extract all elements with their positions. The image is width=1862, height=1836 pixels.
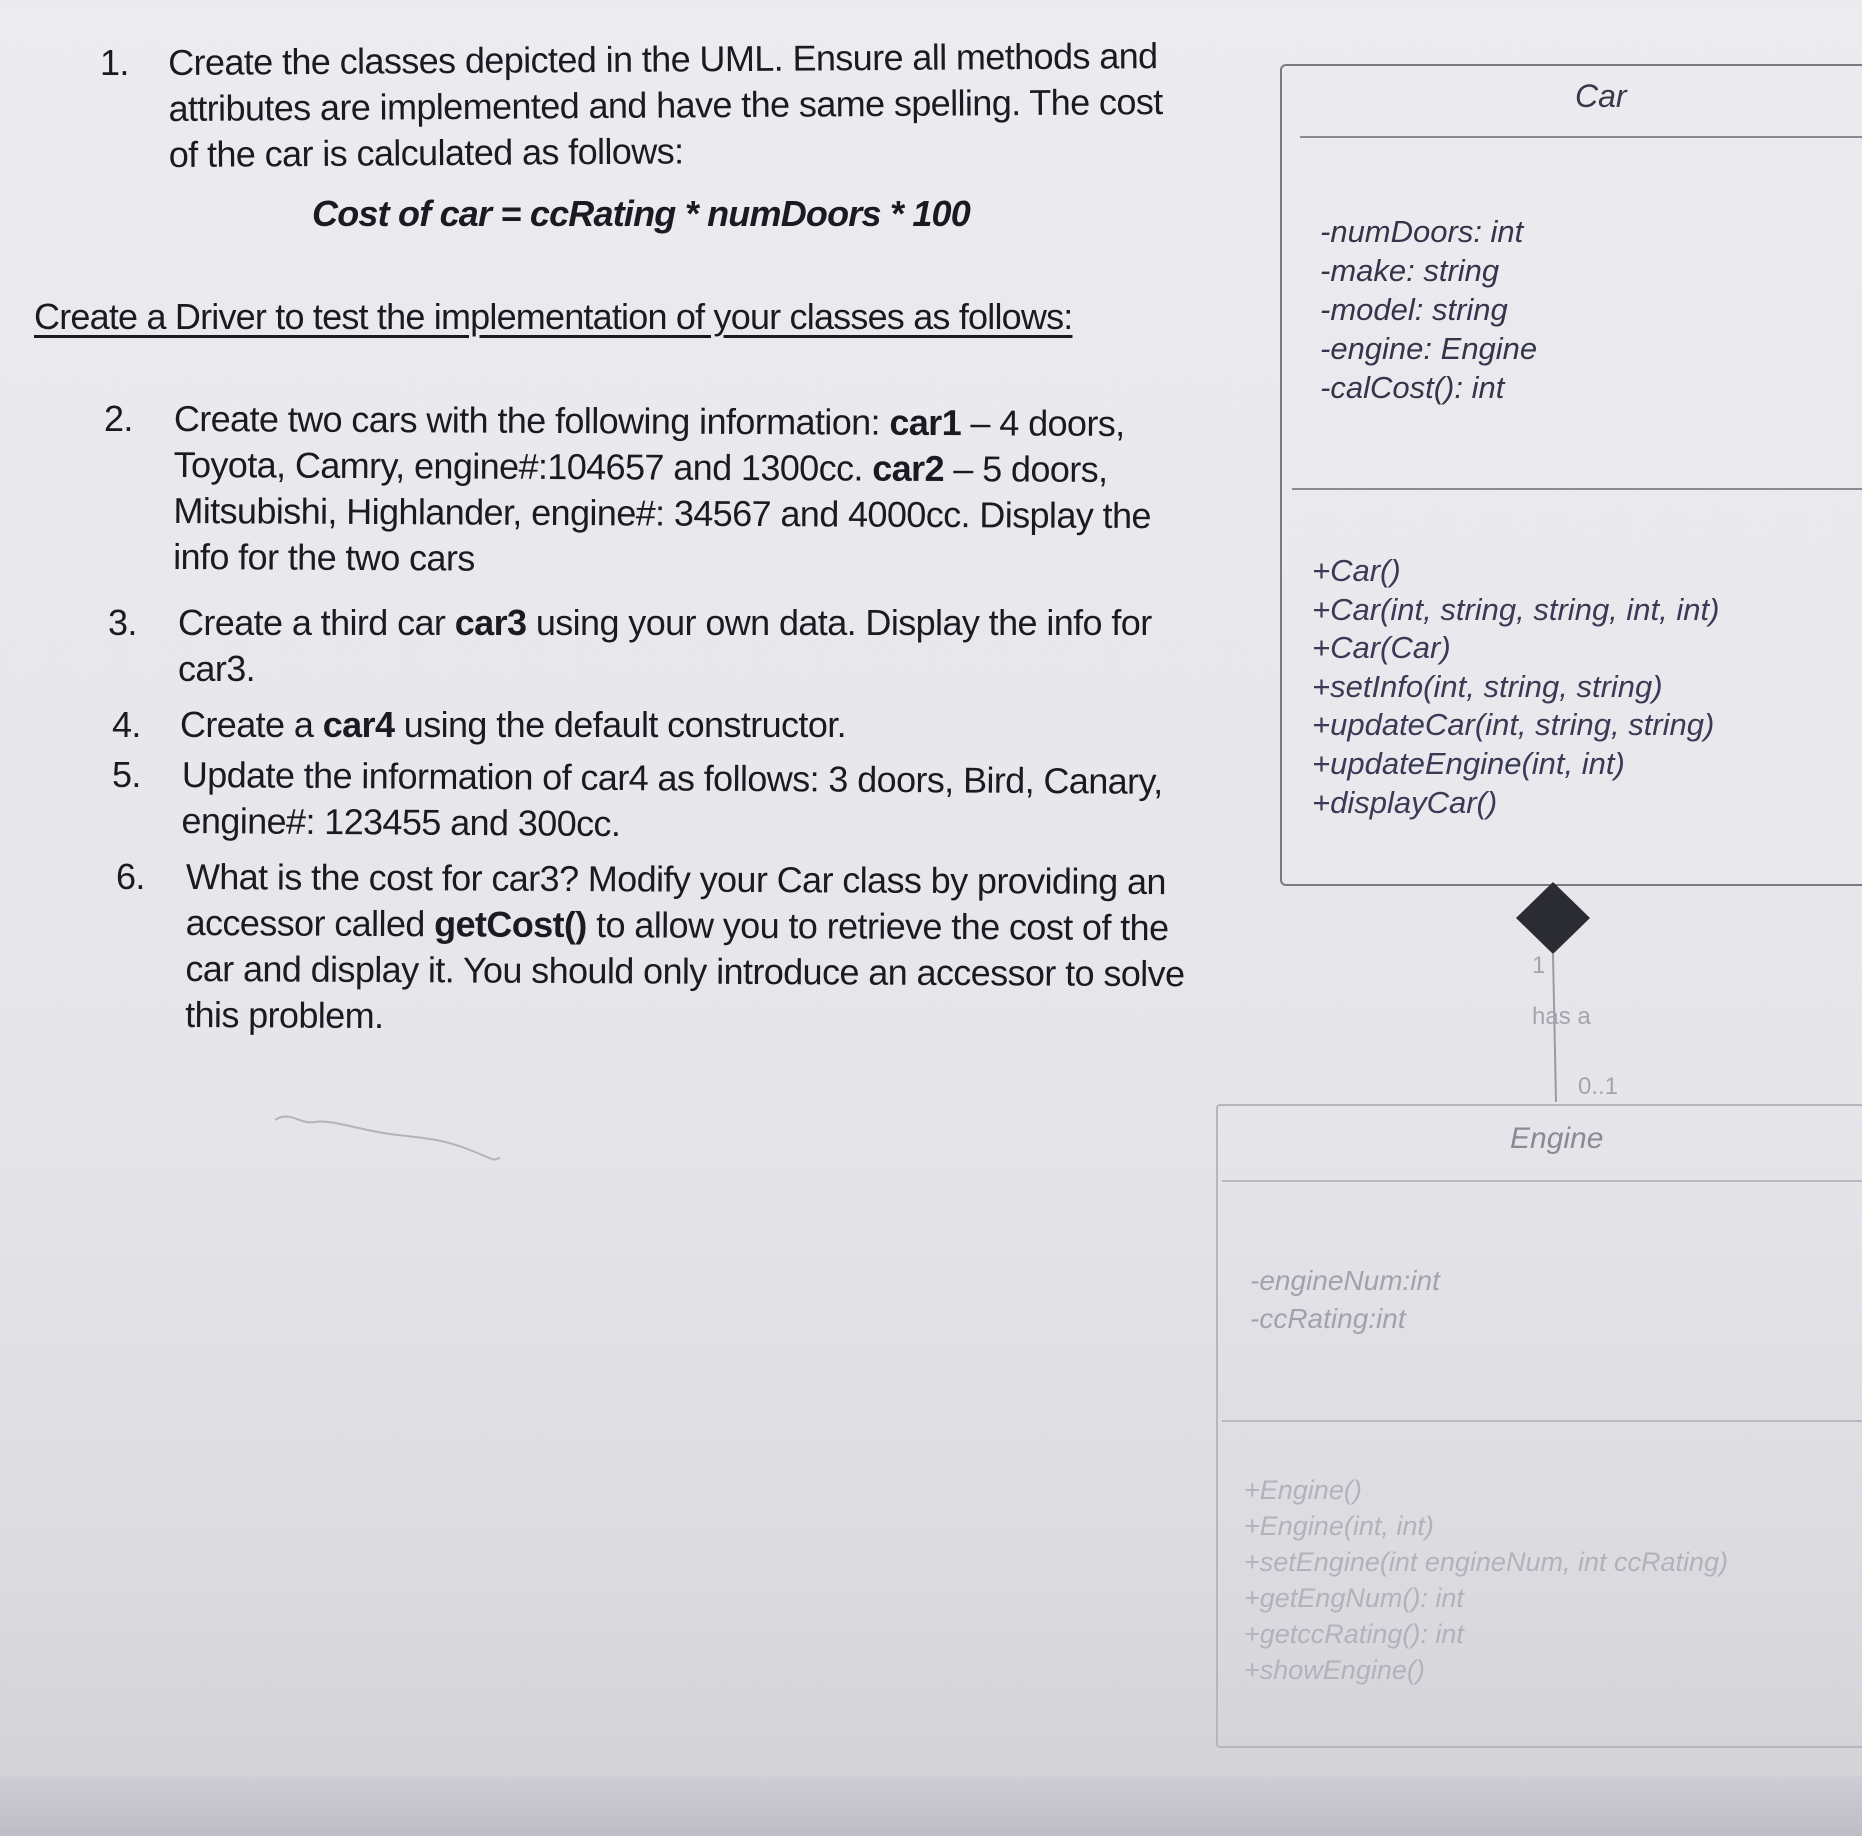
- item-number: 4.: [112, 704, 141, 745]
- engine-class-name: Engine: [1510, 1122, 1604, 1155]
- text-line: Toyota, Camry, engine#:104657 and 1300cc. car2 – 5 doors,: [173, 443, 1108, 490]
- engine-operation: +getccRating(): int: [1244, 1619, 1464, 1649]
- composition-diamond-icon: [1516, 882, 1590, 954]
- car-attribute: -calCost(): int: [1320, 370, 1505, 405]
- association-label: has a: [1532, 1003, 1591, 1030]
- text-line: this problem.: [185, 993, 384, 1037]
- engine-multiplicity: 0..1: [1578, 1073, 1619, 1100]
- engine-attr-divider: [1222, 1420, 1862, 1422]
- engine-operation: +setEngine(int engineNum, int ccRating): [1244, 1547, 1729, 1577]
- engine-operation: +Engine(int, int): [1244, 1511, 1434, 1541]
- car-multiplicity: 1: [1532, 952, 1546, 979]
- car-operation: +Car(int, string, string, int, int): [1312, 591, 1720, 627]
- text-line: engine#: 123455 and 300cc.: [181, 799, 621, 845]
- engine-operation: +getEngNum(): int: [1244, 1583, 1464, 1613]
- car-operation: +displayCar(): [1312, 784, 1498, 820]
- engine-attributes: [1250, 1262, 1440, 1338]
- engine-title-divider: [1222, 1180, 1862, 1182]
- car-attribute: -numDoors: int: [1320, 214, 1524, 249]
- text-line: Create two cars with the following information: car1 – 4 doors,: [173, 397, 1125, 444]
- driver-heading: Create a Driver to test the implementation of your classes as follows:: [34, 296, 1073, 337]
- cost-formula: Cost of car = ccRating * numDoors * 100: [312, 193, 970, 234]
- car-attribute: -make: string: [1320, 253, 1500, 288]
- engine-attribute: -engineNum:int: [1250, 1265, 1440, 1296]
- item-number: 5.: [112, 754, 141, 795]
- text-line: What is the cost for car3? Modify your Car class by providing an: [185, 856, 1167, 903]
- text-line: accessor called getCost() to allow you to retrieve the cost of the: [185, 901, 1169, 949]
- text-line: Create a car4 using the default constructor.: [180, 704, 847, 745]
- text-line: car and display it. You should only introduce an accessor to solve: [185, 947, 1185, 995]
- engine-operation: +Engine(): [1244, 1475, 1362, 1505]
- text-line: Create the classes depicted in the UML. Ensure all methods and: [168, 35, 1158, 83]
- text-line: car3.: [178, 648, 256, 689]
- text-line: info for the two cars: [173, 535, 475, 579]
- engine-attribute: -ccRating:int: [1250, 1303, 1406, 1334]
- engine-operation: +showEngine(): [1244, 1655, 1425, 1685]
- car-attr-divider: [1292, 488, 1862, 490]
- item-number: 3.: [108, 602, 137, 643]
- engine-operations: [1244, 1472, 1728, 1688]
- car-attribute: -model: string: [1320, 292, 1508, 327]
- item-number: 1.: [100, 42, 129, 83]
- car-operation: +setInfo(int, string, string): [1312, 668, 1663, 704]
- text-line: Create a third car car3 using your own data. Display the info for: [178, 602, 1152, 643]
- car-attributes: [1320, 212, 1537, 407]
- car-operation: +Car(): [1312, 553, 1401, 588]
- text-line: attributes are implemented and have the same spelling. The cost: [168, 81, 1163, 129]
- car-operation: +Car(Car): [1312, 630, 1451, 666]
- text-line: Mitsubishi, Highlander, engine#: 34567 and 4000cc. Display the: [173, 489, 1151, 537]
- car-operation: +updateEngine(int, int): [1312, 745, 1625, 781]
- text-line: of the car is calculated as follows:: [168, 130, 684, 175]
- text-line: Update the information of car4 as follows: 3 doors, Bird, Canary,: [181, 753, 1163, 802]
- car-operations: [1312, 552, 1719, 822]
- item-number: 6.: [116, 856, 145, 897]
- car-operation: +updateCar(int, string, string): [1312, 707, 1715, 743]
- car-title-divider: [1300, 136, 1862, 138]
- car-attribute: -engine: Engine: [1320, 331, 1538, 366]
- item-number: 2.: [104, 398, 133, 439]
- car-class-name: Car: [1575, 78, 1627, 114]
